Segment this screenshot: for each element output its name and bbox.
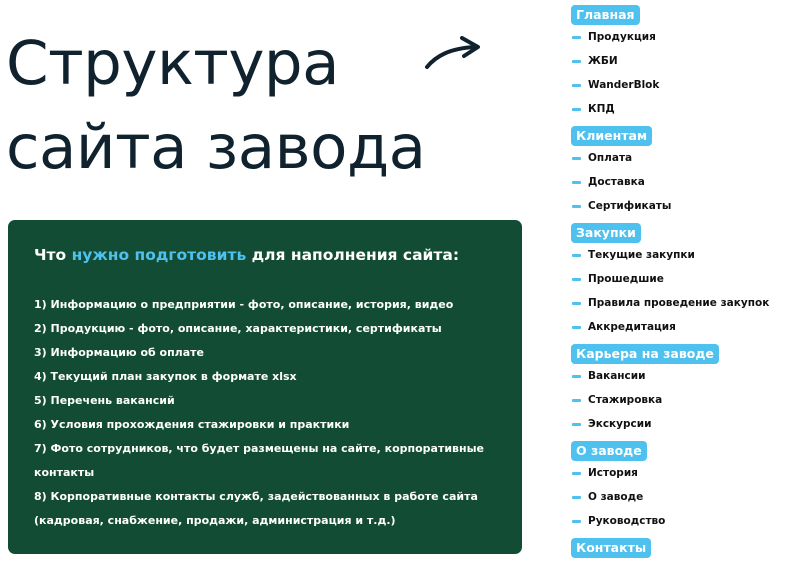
- nav-item-label: Оплата: [588, 152, 633, 164]
- dash-bullet-icon: [572, 399, 581, 402]
- dash-bullet-icon: [572, 423, 581, 426]
- checklist-item: 7) Фото сотрудников, что будет размещены на сайте, корпоративные контакты: [34, 442, 485, 479]
- nav-item-label: Продукция: [588, 31, 656, 43]
- checklist-item: 5) Перечень вакансий: [34, 394, 175, 407]
- dash-bullet-icon: [572, 181, 581, 184]
- dash-bullet-icon: [572, 302, 581, 305]
- nav-item-label: Прошедшие: [588, 273, 664, 285]
- nav-section-label[interactable]: О заводе: [571, 441, 647, 461]
- checklist-item: 1) Информацию о предприятии - фото, описание, история, видео: [34, 298, 454, 311]
- nav-section: [571, 218, 786, 339]
- dash-bullet-icon: [572, 375, 581, 378]
- nav-section-label[interactable]: Клиентам: [571, 126, 652, 146]
- nav-section-label[interactable]: Контакты: [571, 538, 651, 558]
- dash-bullet-icon: [572, 60, 581, 63]
- nav-item[interactable]: [571, 97, 786, 121]
- nav-section: [571, 436, 786, 533]
- nav-section: [571, 339, 786, 436]
- nav-item[interactable]: [571, 485, 786, 509]
- nav-section: [571, 121, 786, 218]
- nav-item[interactable]: [571, 170, 786, 194]
- checklist-item: 3) Информацию об оплате: [34, 346, 205, 359]
- content-checklist-panel: [8, 220, 522, 554]
- checklist: [34, 293, 514, 533]
- checklist-item: 8) Корпоративные контакты служб, задействованных в работе сайта (кадровая, снабжение, продажи, администрация и т.д.): [34, 490, 478, 527]
- dash-bullet-icon: [572, 84, 581, 87]
- nav-item-label: Доставка: [588, 176, 645, 188]
- nav-item-label: Текущие закупки: [588, 249, 695, 261]
- nav-item-label: Руководство: [588, 515, 666, 527]
- page-title: [6, 22, 426, 190]
- nav-section: [571, 0, 786, 121]
- dash-bullet-icon: [572, 205, 581, 208]
- nav-item-label: Правила проведение закупок: [588, 297, 770, 309]
- nav-item[interactable]: [571, 291, 786, 315]
- nav-item-label: КПД: [588, 103, 615, 115]
- dash-bullet-icon: [572, 157, 581, 160]
- arrow-right-icon: [424, 36, 482, 70]
- nav-section: [571, 533, 786, 558]
- dash-bullet-icon: [572, 36, 581, 39]
- checklist-item: 6) Условия прохождения стажировки и практики: [34, 418, 350, 431]
- nav-item-label: Экскурсии: [588, 418, 652, 430]
- nav-item[interactable]: [571, 73, 786, 97]
- nav-section-label[interactable]: Карьера на заводе: [571, 344, 719, 364]
- nav-item[interactable]: [571, 461, 786, 485]
- dash-bullet-icon: [572, 108, 581, 111]
- nav-item[interactable]: [571, 509, 786, 533]
- nav-item[interactable]: [571, 49, 786, 73]
- nav-item-label: Сертификаты: [588, 200, 672, 212]
- page-title-line-2: сайта завода: [6, 112, 426, 183]
- nav-item[interactable]: [571, 25, 786, 49]
- nav-item[interactable]: [571, 364, 786, 388]
- dash-bullet-icon: [572, 472, 581, 475]
- dash-bullet-icon: [572, 520, 581, 523]
- nav-section-label[interactable]: Главная: [571, 5, 640, 25]
- nav-item-label: О заводе: [588, 491, 644, 503]
- nav-item-label: Аккредитация: [588, 321, 676, 333]
- panel-heading-prefix: Что: [34, 246, 72, 264]
- nav-item[interactable]: [571, 267, 786, 291]
- nav-item[interactable]: [571, 243, 786, 267]
- nav-item[interactable]: [571, 194, 786, 218]
- dash-bullet-icon: [572, 496, 581, 499]
- dash-bullet-icon: [572, 326, 581, 329]
- nav-item-label: WanderBlok: [588, 79, 660, 91]
- dash-bullet-icon: [572, 254, 581, 257]
- nav-item[interactable]: [571, 146, 786, 170]
- checklist-item: 2) Продукцию - фото, описание, характеристики, сертификаты: [34, 322, 442, 335]
- nav-item-label: ЖБИ: [588, 55, 618, 67]
- nav-item-label: Вакансии: [588, 370, 646, 382]
- page-title-line-1: Структура: [6, 28, 340, 99]
- nav-item-label: История: [588, 467, 638, 479]
- nav-item-label: Стажировка: [588, 394, 663, 406]
- nav-section-label[interactable]: Закупки: [571, 223, 641, 243]
- panel-heading: [34, 246, 459, 264]
- panel-heading-suffix: для наполнения сайта:: [246, 246, 460, 264]
- site-structure-tree: [571, 0, 786, 558]
- checklist-item: 4) Текущий план закупок в формате xlsx: [34, 370, 297, 383]
- dash-bullet-icon: [572, 278, 581, 281]
- panel-heading-accent: нужно подготовить: [71, 246, 247, 264]
- nav-item[interactable]: [571, 412, 786, 436]
- nav-item[interactable]: [571, 388, 786, 412]
- nav-item[interactable]: [571, 315, 786, 339]
